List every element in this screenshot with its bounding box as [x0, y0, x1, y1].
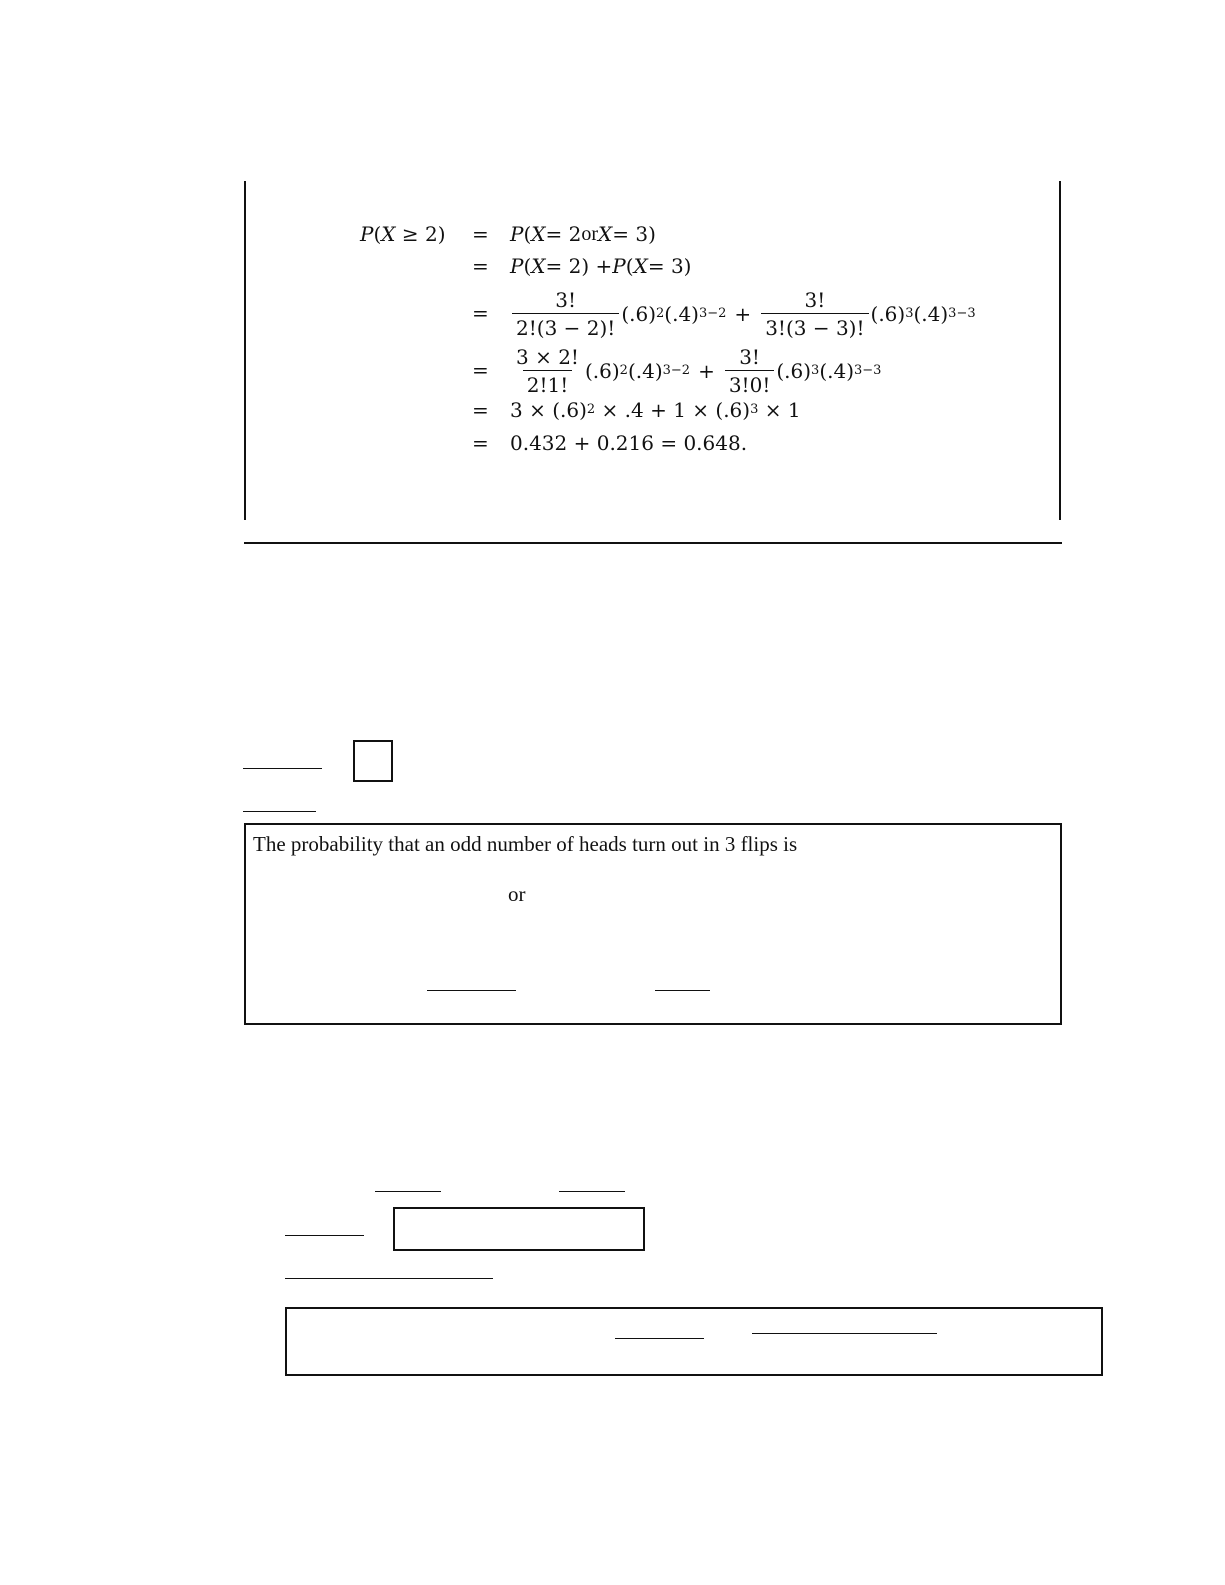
- derivation-line-2: P ( X = 2) + P ( X = 3): [510, 254, 692, 278]
- equals-sign: =: [472, 431, 489, 455]
- blank-underline: [285, 1235, 364, 1236]
- equals-sign: =: [472, 358, 489, 382]
- equals-sign: =: [472, 398, 489, 422]
- or-word: or: [581, 223, 599, 245]
- blank-underline: [285, 1278, 493, 1279]
- derivation-line-4: $\frac{3 \times 2!}{2!1!}$ (.6) 2 (.4) 3−2 + $\frac{3!}{3!0!}$ (.6) 3 (.4) 3−3: [510, 343, 881, 399]
- fraction: $\frac{3!}{3!0!}$: [725, 347, 775, 395]
- blank-underline: [559, 1191, 625, 1192]
- answer-sentence: The probability that an odd number of heads turn out in 3 flips is: [253, 832, 798, 856]
- blank-underline: [243, 811, 316, 812]
- equals-sign: =: [472, 301, 489, 325]
- blank-underline: [243, 768, 322, 769]
- bottom-box: [285, 1307, 1103, 1376]
- derivation-line-6: 0.432 + 0.216 = 0.648.: [510, 431, 748, 455]
- derivation-line-1: P ( X = 2 or X = 3): [510, 222, 656, 246]
- derivation-line-3: $\frac{3!}{2!(3 - 2)!}$ (.6) 2 (.4) 3−2 + $\frac{3!}{3!(3 - 3)!}$ (.6) 3 (.4) 3−3: [510, 286, 976, 342]
- answer-box: [244, 823, 1062, 1025]
- blank-underline: [375, 1191, 441, 1192]
- blank-underline: [427, 990, 516, 991]
- equals-sign: =: [472, 222, 489, 246]
- or-word: or: [508, 882, 526, 906]
- empty-answer-field: [393, 1207, 645, 1251]
- empty-square-box: [353, 740, 393, 782]
- derivation-lhs: P(X ≥ 2): [360, 222, 446, 246]
- blank-underline: [655, 990, 710, 991]
- blank-underline: [752, 1333, 937, 1334]
- blank-underline: [615, 1338, 704, 1339]
- fraction: $\frac{3!}{3!(3 - 3)!}$: [761, 290, 868, 338]
- section-divider: [244, 542, 1062, 544]
- fraction: $\frac{3!}{2!(3 - 2)!}$: [512, 290, 619, 338]
- derivation-line-5: 3 × (.6) 2 × .4 + 1 × (.6) 3 × 1: [510, 398, 801, 422]
- fraction: $\frac{3 \times 2!}{2!1!}$: [516, 345, 579, 397]
- equals-sign: =: [472, 254, 489, 278]
